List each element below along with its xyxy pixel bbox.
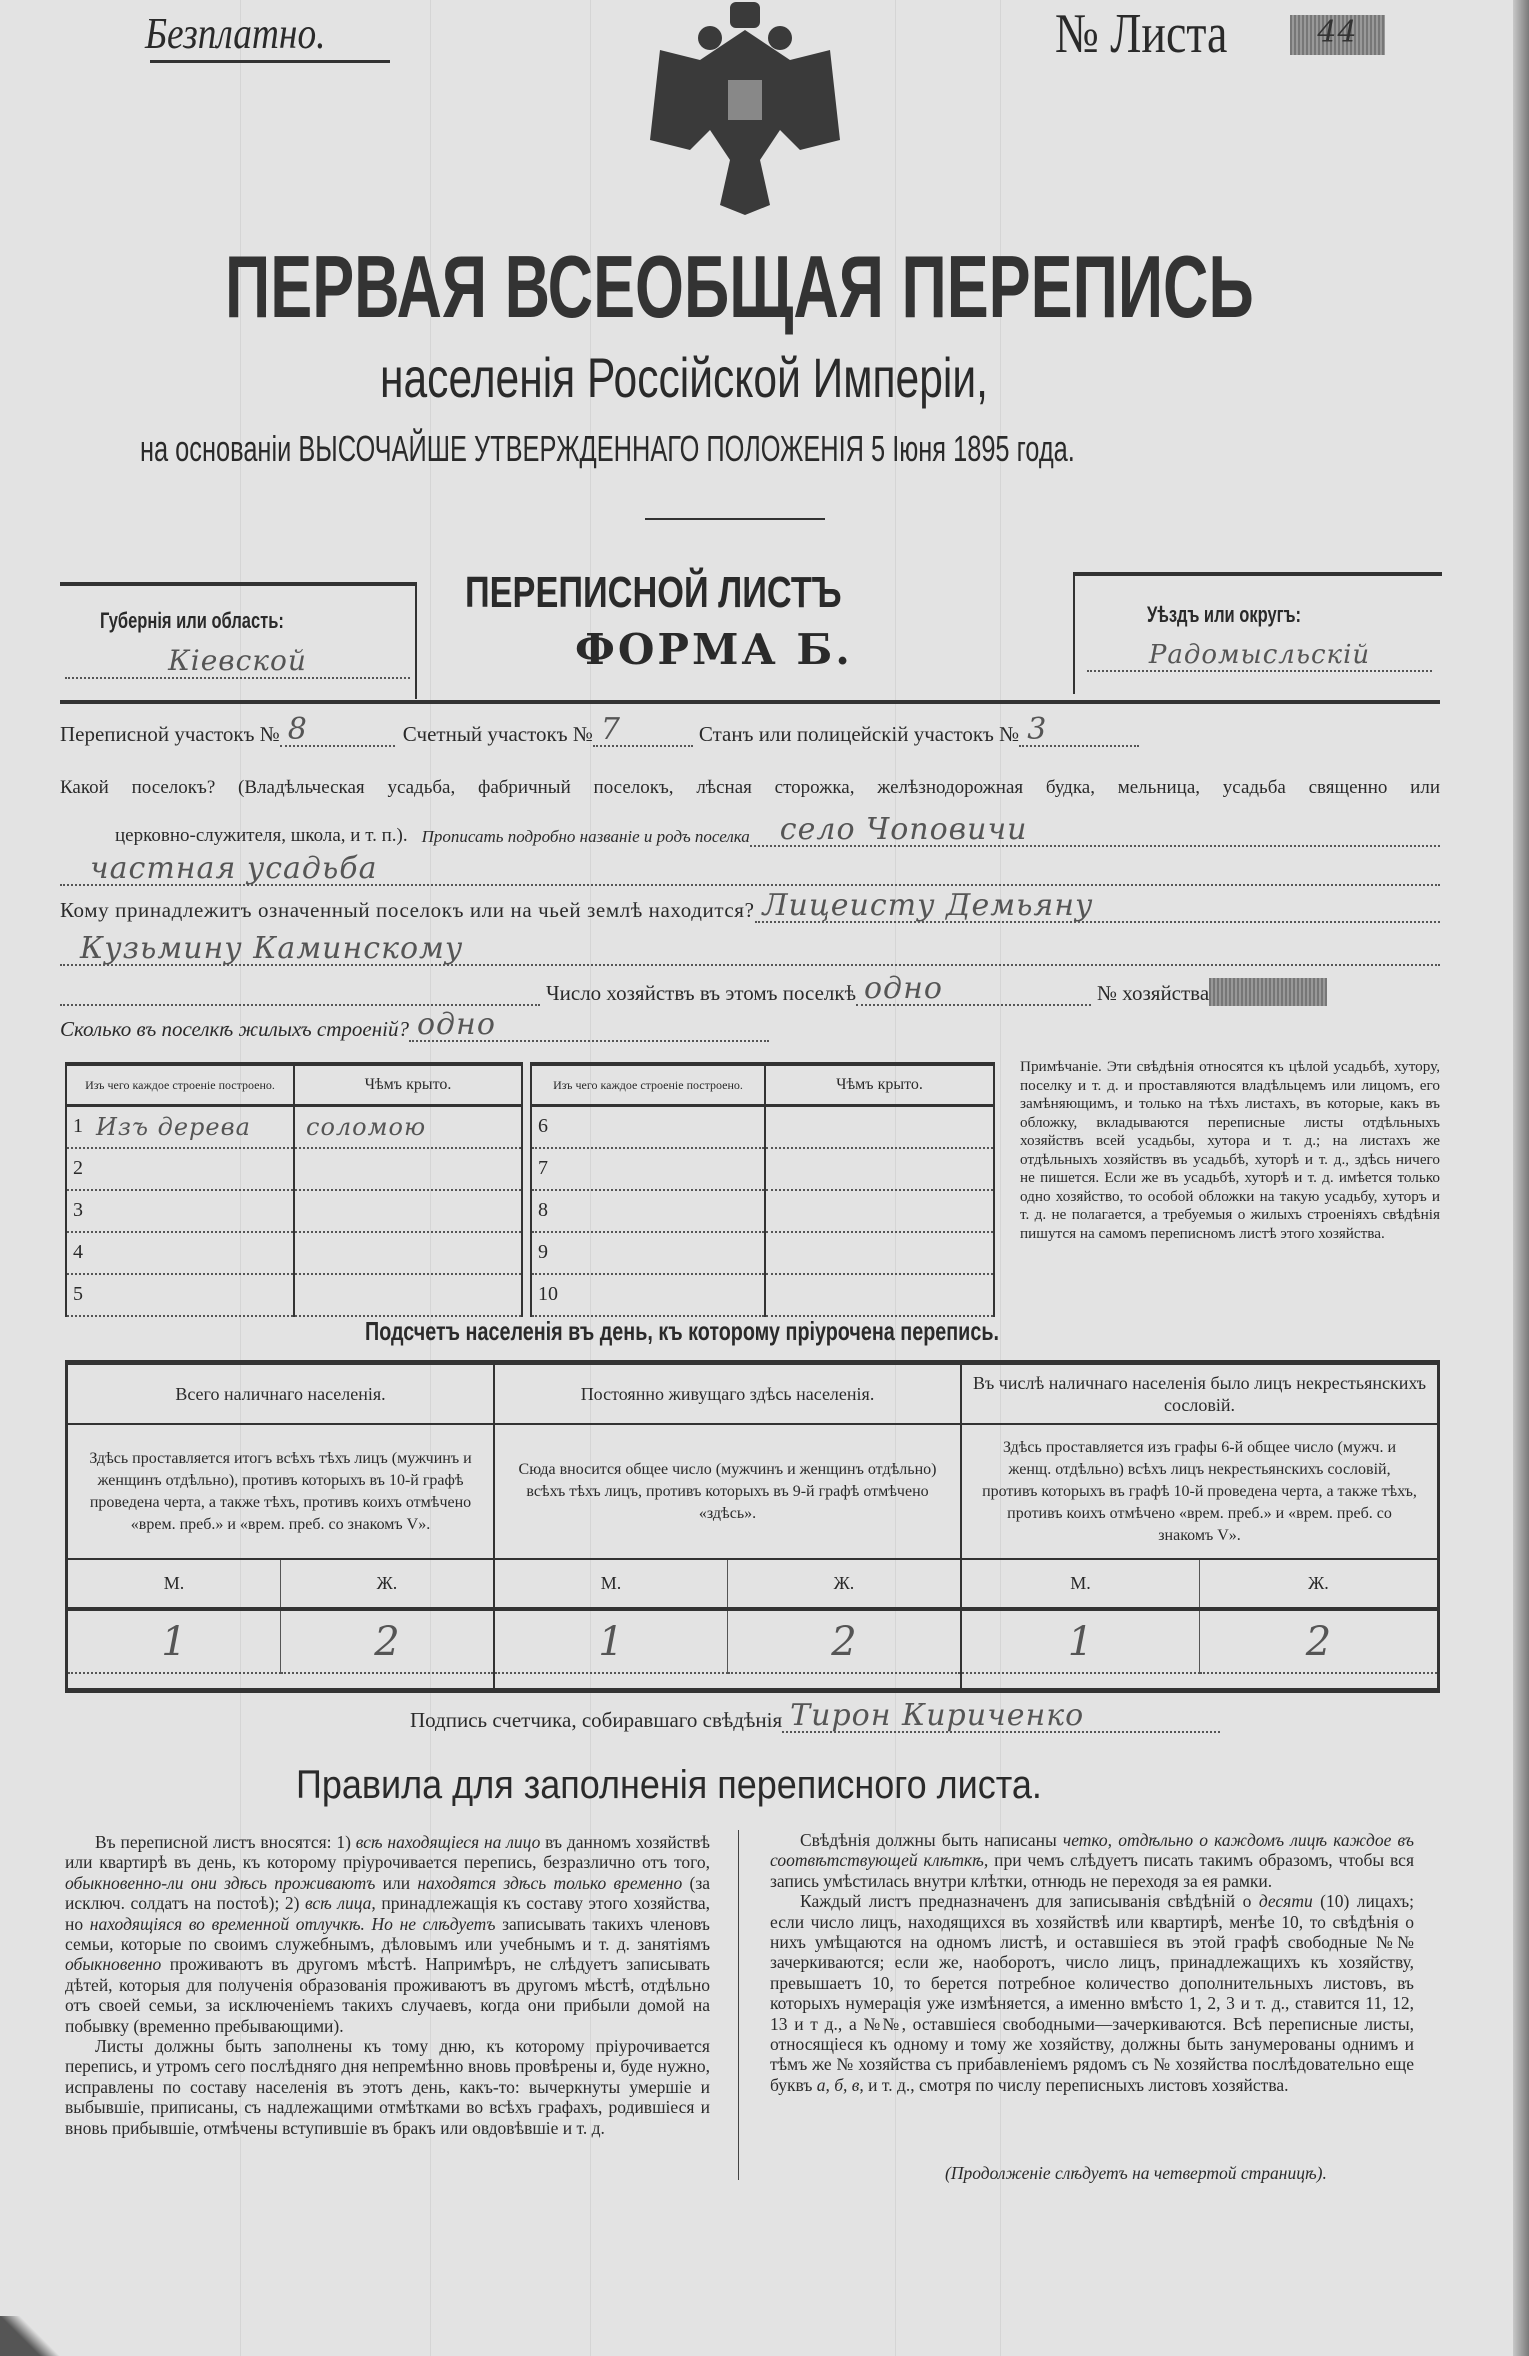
census-basis-text: на основаніи ВЫСОЧАЙШЕ УТВЕРЖДЕННАГО ПОЛОЖЕНІЯ 5 Іюня 1895 года.	[140, 428, 1075, 469]
census-subtitle	[380, 345, 1180, 410]
table-row	[531, 1232, 994, 1274]
male-label: М.	[68, 1560, 281, 1607]
owner-value: Лицеисту Демьяну	[762, 888, 1094, 923]
roof-cell[interactable]	[294, 1148, 522, 1190]
rules-right-column	[770, 1830, 1414, 2095]
rules-text-segment: записывать такихъ членовъ семьи, которые по своимъ служебнымъ, дѣловымъ или учебнымъ и т. д. занятіямъ	[65, 1913, 710, 1955]
settlement-label: Какой поселокъ? (Владѣльческая усадьба, фабричный поселокъ, лѣсная сторожка, желѣзнодорожная будка, мельница, усадьба священно или	[60, 777, 1440, 798]
count-district-label: Счетный участокъ №	[402, 722, 593, 746]
census-district-field[interactable]	[280, 712, 395, 747]
rules-text-segment: въ данномъ хозяйствѣ или квартирѣ въ день, къ которому пріурочивается перепись, безразлично отъ того,	[65, 1832, 710, 1873]
police-district-field[interactable]	[1019, 712, 1139, 747]
table-row	[531, 1106, 994, 1149]
table-row	[66, 1106, 522, 1149]
district-row	[60, 712, 1440, 747]
population-column-permanent	[495, 1365, 962, 1688]
col-material-header: Изъ чего каждое строеніе построено.	[531, 1064, 765, 1106]
column-title: Въ числѣ наличнаго населенія было лицъ некрестьянскихъ сословій.	[962, 1365, 1437, 1425]
rules-paragraph	[770, 1830, 1414, 1891]
rules-text-segment: находятся здѣсь только временно	[417, 1872, 683, 1893]
material-cell[interactable]	[531, 1190, 765, 1232]
roof-cell[interactable]	[294, 1190, 522, 1232]
roof-cell[interactable]	[765, 1232, 994, 1274]
owner-row-2	[60, 931, 1440, 966]
rules-text-segment: и т. д., смотря по числу переписныхъ листовъ хозяйства.	[863, 2074, 1289, 2095]
material-cell[interactable]	[66, 1106, 294, 1149]
row-number: 5	[73, 1283, 83, 1305]
table-row	[531, 1274, 994, 1316]
settlement-row-2	[60, 851, 1440, 886]
rules-paragraph	[770, 1891, 1414, 2095]
material-cell[interactable]	[66, 1274, 294, 1316]
note-text: Примѣчаніе. Эти свѣдѣнія относятся къ цѣлой усадьбѣ, хутору, поселку и т. д. и проставляются владѣльцемъ или лицомъ, его замѣняющимъ, и только на тѣхъ листахъ, въ которые, какъ въ обложку, вкладываются переписные листы отдѣльныхъ хозяйствъ всей усадьбы, хутора и т. д.; на листахъ же отдѣльныхъ хозяйствъ въ усадьбѣ, хуторѣ и т. д., здѣсь ничего не пишется. Если же въ усадьбѣ, хуторѣ и т. д. имѣется только одно хозяйство, то особой обложки на такую усадьбу, хуторъ и т. д. не полагается, а требуемыя о жилыхъ строеніяхъ свѣдѣнія пишутся на самомъ переписномъ листѣ этого хозяйства.	[1020, 1058, 1440, 1242]
count-district-field[interactable]	[593, 712, 693, 747]
rules-text-segment: (10) лицахъ; если число лицъ, находящихся въ хозяйствѣ или квартирѣ, менѣе 10, то свѣдѣнія о нихъ умѣщаются на одномъ листѣ, и оставшіеся въ этой графѣ свободные №№ зачеркиваются; если же, наоборотъ, число лицъ, принадлежащихъ къ хозяйству, превышаетъ 10, то берется потребное количество дополнительныхъ листовъ, въ которыхъ нумерація уже измѣняется, а именно вмѣсто 1, 2, 3 и т. д., ставится 11, 12, 13 и т д., а №№, оставшіеся свободными—зачеркиваются. Всѣ переписные листы, относящіеся къ одному и тому же хозяйству, должны быть занумерованы однимъ и тѣмъ же № хозяйства съ прибавленіемъ рядомъ съ № хозяйства послѣдовательно еще буквъ	[770, 1891, 1414, 2095]
form-title	[465, 568, 948, 618]
rules-text-segment: находящіяся во временной отлучкѣ. Но не слѣдуетъ	[89, 1913, 496, 1934]
buildings-table-right	[530, 1062, 995, 1317]
table-row	[66, 1232, 522, 1274]
sheet-number-label: № Листа	[1055, 3, 1228, 65]
male-count[interactable]: 1	[495, 1611, 728, 1674]
gubernia-label: Губернія или область:	[100, 608, 284, 633]
population-table	[65, 1360, 1440, 1693]
row-number: 1	[73, 1115, 83, 1137]
rules-divider	[738, 1830, 739, 2180]
signature-label: Подпись счетчика, собиравшаго свѣдѣнія	[410, 1708, 783, 1732]
column-desc: Сюда вносится общее число (мужчинъ и женщинъ отдѣльно) всѣхъ тѣхъ лицъ, противъ которыхъ въ 9-й графѣ отмѣчено «здѣсь».	[495, 1425, 960, 1560]
form-name: ФОРМА Б.	[575, 625, 853, 674]
male-label: М.	[495, 1560, 728, 1607]
uezd-label: Уѣздъ или округъ:	[1147, 602, 1302, 627]
col-material-header: Изъ чего каждое строеніе построено.	[66, 1064, 294, 1106]
owner-field[interactable]	[755, 888, 1441, 923]
police-district-value: 3	[1027, 712, 1048, 747]
household-no-label: № хозяйства	[1097, 981, 1210, 1005]
uezd-box	[1073, 572, 1442, 694]
table-row	[531, 1148, 994, 1190]
rules-text-segment: всѣ лица,	[304, 1893, 376, 1914]
signature-field[interactable]	[782, 1698, 1220, 1733]
settlement-field[interactable]	[750, 812, 1440, 847]
row-number: 10	[538, 1283, 558, 1305]
rules-text-segment: обыкновенно	[65, 1954, 162, 1975]
male-count[interactable]: 1	[68, 1611, 281, 1674]
owner-label: Кому принадлежитъ означенный поселокъ или на чьей землѣ находится?	[60, 898, 755, 922]
rules-continued: (Продолженіе слѣдуетъ на четвертой страницѣ).	[945, 2163, 1327, 2183]
gubernia-box	[60, 582, 417, 699]
buildings-value: одно	[416, 1007, 496, 1042]
signature-value: Тирон Кириченко	[790, 1698, 1085, 1733]
gubernia-value[interactable]: Кіевской	[65, 644, 410, 679]
roof-cell[interactable]	[765, 1190, 994, 1232]
sheet-number	[1055, 2, 1265, 66]
rules-text-segment: Свѣдѣнія должны быть написаны	[800, 1830, 1063, 1850]
rules-paragraph	[65, 2036, 710, 2138]
census-district-value: 8	[287, 712, 308, 747]
settlement-field-2[interactable]	[60, 851, 1440, 886]
female-label: Ж.	[833, 1573, 855, 1593]
form-title-text: ПЕРЕПИСНОЙ ЛИСТЪ	[465, 568, 842, 617]
male-label: М.	[962, 1560, 1200, 1607]
row-number: 8	[538, 1199, 548, 1221]
rules-text-segment: а, б, в,	[816, 2074, 864, 2095]
households-label: Число хозяйствъ въ этомъ поселкѣ	[546, 981, 856, 1005]
owner-field-2[interactable]	[60, 931, 1440, 966]
rules-heading-text: Правила для заполненія переписного листа.	[296, 1763, 1042, 1807]
settlement-hint: Прописать подробно названіе и родъ поселка	[421, 827, 750, 846]
buildings-field[interactable]	[409, 1007, 769, 1042]
rules-text-segment: десяти	[1258, 1891, 1313, 1912]
female-label: Ж.	[376, 1573, 398, 1593]
rules-text-segment: всѣ находящіеся на лицо	[355, 1832, 541, 1852]
column-desc: Здѣсь проставляется итогъ всѣхъ тѣхъ лицъ (мужчинъ и женщинъ отдѣльно), противъ которыхъ въ 10-й графѣ проведена черта, а также тѣхъ, противъ коихъ отмѣчено «врем. преб.» и «врем. преб. со знакомъ V».	[68, 1425, 493, 1560]
roof-cell[interactable]	[294, 1232, 522, 1274]
census-basis	[140, 428, 1466, 470]
settlement-value-2: частная усадьба	[90, 851, 378, 886]
uezd-value[interactable]: Радомысльскій	[1087, 640, 1432, 672]
settlement-value: село Чоповичи	[779, 812, 1028, 847]
rules-text-segment: принадлежащія къ составу этого хозяйства, но	[65, 1893, 711, 1934]
column-title: Постоянно живущаго здѣсь населенія.	[495, 1365, 960, 1425]
table-row	[66, 1274, 522, 1316]
material-value: Изъ дерева	[96, 1113, 251, 1141]
police-district-label: Станъ или полицейскій участокъ №	[698, 722, 1020, 746]
table-row	[531, 1190, 994, 1232]
census-subtitle-text: населенія Россійской Имперіи,	[380, 346, 988, 409]
population-heading	[365, 1316, 1199, 1347]
table-row	[66, 1190, 522, 1232]
rules-text-segment: проживаютъ въ другомъ мѣстѣ. Напримѣръ, не слѣдуетъ записывать дѣтей, которыя для полученія образованія проживаютъ въ другомъ мѣстѣ, отдѣльно отъ своей семьи, за исключеніемъ такихъ случаевъ, когда они прибыли домой на побывку (временно пребывающими).	[65, 1954, 710, 2036]
census-title-text: ПЕРВАЯ ВСЕОБЩАЯ ПЕРЕПИСЬ	[225, 237, 1254, 336]
free-label	[145, 8, 357, 59]
census-title	[225, 236, 1529, 338]
households-field[interactable]	[856, 971, 1091, 1006]
households-blank	[60, 982, 540, 1006]
material-cell[interactable]	[66, 1190, 294, 1232]
material-cell[interactable]	[66, 1148, 294, 1190]
rules-left-column	[65, 1832, 710, 2138]
row-number: 3	[73, 1199, 83, 1221]
rules-text-segment: Листы должны быть заполнены къ тому дню, къ которому пріурочивается перепись, и утромъ сего послѣдняго дня непремѣнно вновь провѣрены и, буде нужно, исправлены по составу населенія въ этотъ день, какъ-то: вычеркнуты умершіе и выбывшіе, приписаны, съ надлежащими отмѣтками во всѣхъ графахъ, родившіеся и вновь прибывшіе, отмѣчены вступившіе въ бракъ или овдовѣвшіе и т. д.	[65, 2036, 710, 2138]
population-column-total	[68, 1365, 495, 1688]
free-label-text: Безплатно.	[145, 9, 326, 58]
roof-value: соломою	[306, 1113, 427, 1141]
roof-cell[interactable]	[294, 1106, 522, 1149]
rules-text-segment: обыкновенно-ли они здѣсь проживаютъ	[65, 1872, 376, 1893]
census-district-label: Переписной участокъ №	[60, 722, 280, 746]
sheet-number-value: 44	[1290, 15, 1385, 55]
settlement-label-2: церковно-служителя, школа, и т. п.).	[115, 825, 408, 846]
signature-row	[410, 1698, 1220, 1733]
settlement-row	[115, 812, 1440, 847]
roof-cell[interactable]	[765, 1148, 994, 1190]
scan-edge	[1513, 0, 1529, 2356]
row-number: 6	[538, 1115, 548, 1137]
column-desc: Здѣсь проставляется изъ графы 6-й общее число (мужч. и женщ. отдѣльно) всѣхъ лицъ некрестьянскихъ сословій, противъ которыхъ въ графѣ 10-й проведена черта, а также тѣхъ, противъ коихъ отмѣчено «врем. преб.» и «врем. преб. со знакомъ V».	[962, 1425, 1437, 1560]
table-row	[66, 1148, 522, 1190]
double-headed-eagle-emblem	[640, 0, 850, 215]
material-cell[interactable]	[531, 1274, 765, 1316]
population-column-non-peasant	[962, 1365, 1437, 1688]
female-count[interactable]: 2	[1200, 1611, 1437, 1674]
header-rule	[60, 700, 1440, 704]
rules-text-segment: Въ переписной листъ вносятся: 1)	[95, 1832, 356, 1852]
scan-corner	[0, 2316, 60, 2356]
roof-cell[interactable]	[765, 1106, 994, 1149]
buildings-table-left	[65, 1062, 523, 1317]
male-count[interactable]: 1	[962, 1611, 1200, 1674]
col-roof-header: Чѣмъ крыто.	[294, 1064, 522, 1106]
roof-cell[interactable]	[765, 1274, 994, 1316]
material-cell[interactable]	[531, 1106, 765, 1149]
column-title: Всего наличнаго населенія.	[68, 1365, 493, 1425]
count-district-value: 7	[600, 712, 621, 747]
row-number: 2	[73, 1157, 83, 1179]
free-underline	[150, 60, 390, 63]
female-count[interactable]: 2	[728, 1611, 960, 1674]
rules-text-segment: при чемъ слѣдуетъ писать такимъ образомъ, чтобы вся запись умѣстилась внутри клѣтки, отнюдь не переходя за ея рамки.	[770, 1850, 1415, 1891]
row-number: 4	[73, 1241, 83, 1263]
rules-text-segment: или	[375, 1872, 418, 1893]
rules-heading	[296, 1763, 1125, 1808]
households-value: одно	[864, 971, 943, 1006]
owner-value-2: Кузьмину Каминскому	[80, 931, 464, 966]
row-number: 7	[538, 1157, 548, 1179]
rules-text-segment: четко, отдѣльно о каждомъ лицѣ каждое въ соотвѣтствующей клѣткѣ,	[770, 1830, 1414, 1871]
material-cell[interactable]	[66, 1232, 294, 1274]
household-no-stamp	[1209, 978, 1327, 1006]
buildings-row	[60, 1007, 1440, 1042]
population-heading-text: Подсчетъ населенія въ день, къ которому пріурочена перепись.	[365, 1316, 999, 1346]
material-cell[interactable]	[531, 1232, 765, 1274]
roof-cell[interactable]	[294, 1274, 522, 1316]
female-count[interactable]: 2	[281, 1611, 493, 1674]
row-number: 9	[538, 1241, 548, 1263]
title-rule	[645, 518, 825, 520]
rules-text-segment: Каждый листъ предназначенъ для записыванія свѣдѣній о	[800, 1891, 1259, 1912]
households-row	[60, 971, 1440, 1006]
owner-row	[60, 888, 1440, 923]
buildings-label: Сколько въ поселкѣ жилыхъ строеній?	[60, 1017, 409, 1041]
col-roof-header: Чѣмъ крыто.	[765, 1064, 994, 1106]
material-cell[interactable]	[531, 1148, 765, 1190]
rules-text-segment: (за исключ. солдатъ на постоѣ); 2)	[65, 1872, 710, 1914]
female-label: Ж.	[1308, 1573, 1329, 1593]
rules-paragraph	[65, 1832, 710, 2036]
